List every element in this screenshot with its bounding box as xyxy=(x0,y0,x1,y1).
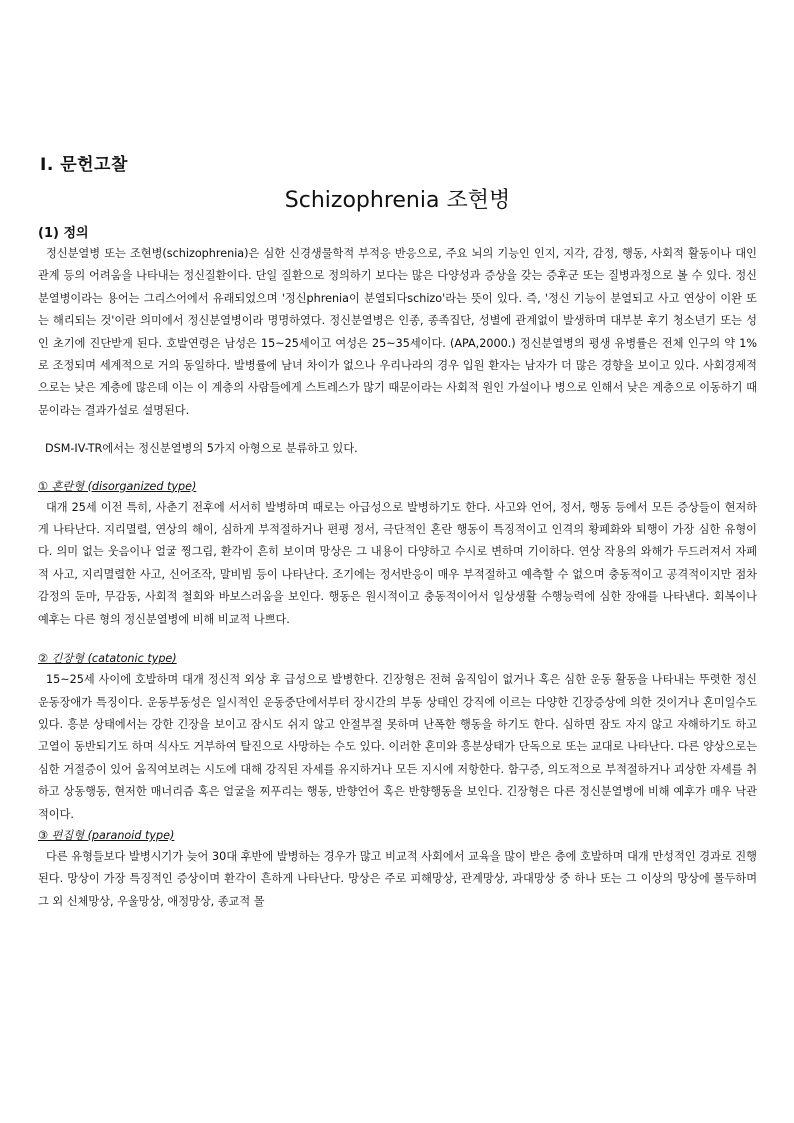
definition-heading: (1) 정의 xyxy=(38,226,89,241)
definition-paragraph: 정신분열병 또는 조현병(schizophrenia)은 심한 신경생물학적 부적응 반응으로, 주요 뇌의 기능인 인지, 지각, 감정, 행동, 사회적 활동이나 대인관계 등의 어려움을 나타내는 정신질환이다. 단일 질환으로 정의하기 보다는 많은 다양성과 증상을 갖는 증후군 또는 질병과정으로 볼 수 있다. 정신분열병이라는 용어는 그리스어에서 유래되었으며 '정신phrenia이 분열되다schizo'라는 뜻이 있다. 즉, '정신 기능이 분열되고 사고 연상이 이완 또는 해리되는 것'이란 의미에서 정신분열병이라 명명하였다. 정신분열병은 인종, 종족집단, 성별에 관계없이 발생하며 대부분 후기 청소년기 또는 성인 초기에 진단받게 된다. 호발연령은 남성은 15~25세이고 여성은 25~35세이다. (APA,2000.) 정신분열병의 평생 유병률은 전체 인구의 약 1%로 조정되며 세계적으로 거의 동일하다. 발병률에 남녀 차이가 없으나 우리나라의 경우 입원 환자는 남자가 더 많은 경향을 보이고 있다. 사회경제적으로는 낮은 계층에 많은데 이는 이 계층의 사람들에게 스트레스가 많기 때문이라는 사회적 원인 가설이나 병으로 인해서 낮은 계층으로 이동하기 때문이라는 결과가설로 설명된다. xyxy=(38,247,757,417)
type-paragraph-catatonic: 15~25세 사이에 호발하며 대개 정신적 외상 후 급성으로 발병한다. 긴장형은 전혀 움직임이 없거나 혹은 심한 운동 활동을 나타내는 뚜렷한 정신운동장애가 특징이다. 운동부동성은 일시적인 운동중단에서부터 장시간의 부동 상태인 강직에 이르는 다양한 긴장증상에 의한 것이거나 혼미일수도 있다. 흥분 상태에서는 강한 긴장을 보이고 잠시도 쉬지 않고 안절부절 못하며 난폭한 행동을 하기도 한다. 심하면 잠도 자지 않고 자해하기도 하고 고열이 동반되기도 하며 식사도 거부하여 탈진으로 사망하는 수도 있다. 이러한 혼미와 흥분상태가 단독으로 또는 교대로 나타난다. 다른 양상으로는 심한 거절증이 있어 움직여보려는 시도에 대해 강직된 자세를 유지하거나 모든 지시에 저항한다. 함구증, 의도적으로 부적절하거나 괴상한 자세를 취하고 상동행동, 현저한 매너리즘 혹은 얼굴을 찌푸리는 행동, 반향언어 혹은 반향행동을 보인다. 긴장형은 다른 정신분열병에 비해 예후가 매우 낙관적이다. xyxy=(38,673,757,821)
type-paragraph-paranoid: 다른 유형들보다 발병시기가 늦어 30대 후반에 발병하는 경우가 많고 비교적 사회에서 교육을 많이 받은 층에 호발하며 대개 만성적인 경과로 진행된다. 망상이 가장 특징적인 증상이며 환각이 흔하게 나타난다. 망상은 주로 피해망상, 관계망상, 과대망상 중 하나 또는 그 이상의 망상에 몰두하며 그 외 신체망상, 우울망상, 애정망상, 종교적 몰 xyxy=(38,849,757,908)
spacer xyxy=(38,631,757,649)
main-title: Schizophrenia 조현병 xyxy=(284,188,511,213)
type-paragraph-disorganized: 대개 25세 이전 특히, 사춘기 전후에 서서히 발병하며 때로는 아급성으로 발병하기도 한다. 사고와 언어, 정서, 행동 등에서 모든 증상들이 현저하게 나타난다. 지리멸렬, 연상의 해이, 심하게 부적절하거나 편평 정서, 극단적인 혼란 행동이 특징적이고 인격의 황폐화와 퇴행이 가장 심한 유형이다. 의미 없는 웃음이나 얼굴 찡그림, 환각이 흔히 보이며 망상은 그 내용이 다양하고 수시로 변하며 기이하다. 연상 작용의 와해가 두드러져서 자폐적 사고, 지리멸렬한 사고, 신어조작, 말비빔 등이 나타난다. 조기에는 정서반응이 매우 부적절하고 예측할 수 없으며 충동적이고 공격적이지만 점차 감정의 둔마, 무감동, 사회적 철회와 바보스러움을 보인다. 행동은 원시적이고 충동적이어서 일상생활 수행능력에 심한 장애를 나타낸다. 회복이나 예후는 다른 형의 정신분열병에 비해 비교적 나쁘다. xyxy=(38,500,757,626)
dsm-subtypes-line: DSM-IV-TR에서는 정신분열병의 5가지 아형으로 분류하고 있다. xyxy=(45,442,358,456)
section-title: Ⅰ. 문헌고찰 xyxy=(40,155,128,175)
type-heading-paranoid: ③ 편집형 (paranoid type) xyxy=(38,828,175,842)
type-heading-catatonic: ② 긴장형 (catatonic type) xyxy=(38,652,177,666)
type-heading-disorganized: ① 혼란형 (disorganized type) xyxy=(38,479,197,493)
document-page xyxy=(38,150,757,913)
